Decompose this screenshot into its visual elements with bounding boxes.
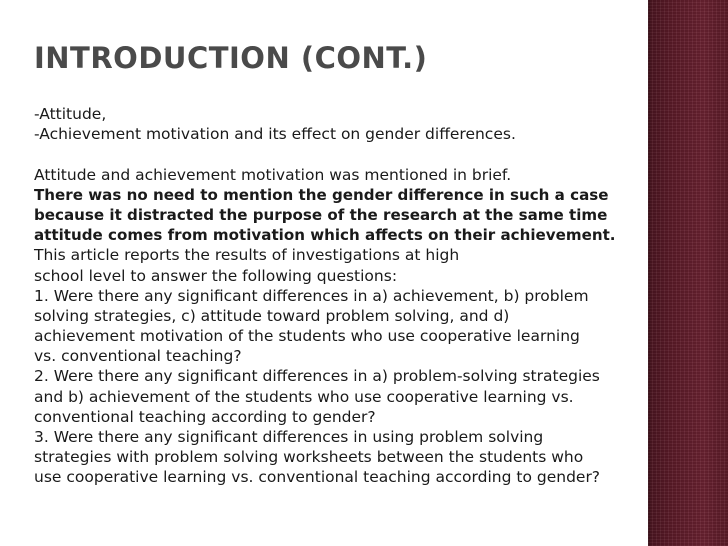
question-1-line: solving strategies, c) attitude toward problem solving, and d) [34, 306, 510, 325]
question-2-line: 2. Were there any significant differences in a) problem-solving strategies [34, 367, 600, 386]
question-1-line: achievement motivation of the students who use cooperative learning [34, 327, 580, 346]
question-1-line: 1. Were there any significant differences in a) achievement, b) problem [34, 286, 589, 305]
body-line: -Attitude, [34, 105, 107, 123]
blank-line [34, 144, 644, 164]
slide-body [34, 104, 644, 488]
decorative-side-bar [648, 0, 728, 546]
body-line: school level to answer the following questions: [34, 266, 398, 285]
slide-title: INTRODUCTION (CONT.) [34, 41, 428, 75]
body-line-bold: because it distracted the purpose of the research at the same time [34, 205, 608, 224]
body-line: Attitude and achievement motivation was mentioned in brief. [34, 165, 512, 184]
question-2-line: conventional teaching according to gender? [34, 407, 376, 426]
body-line: -Achievement motivation and its effect on gender differences. [34, 125, 516, 144]
question-3-line: 3. Were there any significant differences in using problem solving [34, 428, 544, 446]
question-3-line: strategies with problem solving worksheets between the students who [34, 448, 584, 467]
question-1-line: vs. conventional teaching? [34, 347, 242, 366]
question-3-line: use cooperative learning vs. conventional teaching according to gender? [34, 468, 601, 487]
body-line-bold: attitude comes from motivation which affects on their achievement. [34, 226, 616, 245]
question-2-line: and b) achievement of the students who use cooperative learning vs. [34, 387, 574, 406]
body-line-bold: There was no need to mention the gender difference in such a case [34, 185, 609, 204]
body-line: This article reports the results of investigations at high [34, 246, 460, 265]
